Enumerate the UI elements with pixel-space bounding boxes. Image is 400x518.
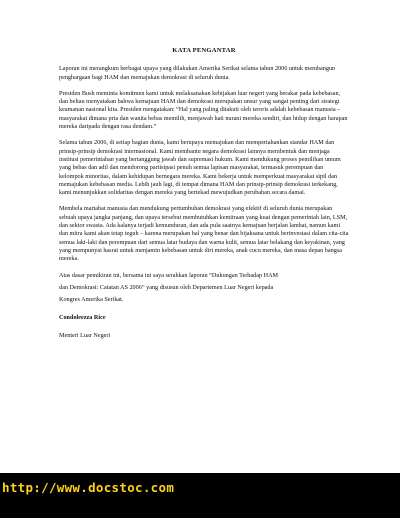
paragraph-5-line-3: Kongres Amerika Serikat. [59,296,124,304]
paragraph-2: Presiden Bush meminta komitmen kami untuk melaksanakan kebijakan luar negeri yang berakar pada kebebasan, dan beliau menyatakan bahwa kemajuan HAM dan demokrasi merupakan unsur yang sangat penting dari strategi keamanan nasional kita. Presiden mengatakan: “Hal yang paling ditakuti oleh teroris adalah kebebasan manusia – masyarakat dimana pria dan wanita bebas memilih, menjawab hati nurani mereka sendiri, dan hidup dengan harapan mereka daripada dengan rasa dendam.” [59,89,348,131]
paragraph-5-line-2: dan Demokrasi: Catatan AS 2006” yang disusun oleh Departemen Luar Negeri kepada [59,283,274,291]
signature-title: Menteri Luar Negeri [59,331,111,339]
document-title: KATA PENGANTAR [172,47,236,54]
paragraph-1: Laporan ini merangkum berbagai upaya yang dilakukan Amerika Serikat selama tahun 2006 untuk membangun penghargaan bagi HAM dan memajukan demokrasi di seluruh dunia. [59,65,336,81]
paragraph-5-line-1: Atas dasar pemikiran ini, bersama ini saya serahkan laporan “Dukungan Terhadap HAM [59,271,279,279]
paragraph-3: Selama tahun 2006, di setiap bagian dunia, kami berupaya memajukan dan mempertahankan standar HAM dan prinsip-prinsip demokrasi internasional. Kami membantu negara demokrasi lainnya membentuk dan menjaga institusi pemerintahan yang bertanggung jawab dan supremasi hukum. Kami mendukung proses pemilihan umum yang bebas dan adil dan mendorong partisipasi penuh semua lapisan masyarakat, termasuk perempuan dan kelompok minoritas, dalam kehidupan bernegara mereka. Kami bekerja untuk memperkuat masyarakat sipil dan memajukan kebebasan media. Lebih jauh lagi, di tempat dimana HAM dan prinsip-prinsip demokrasi terkekang, kami menunjukkan solidaritas dengan mereka yang bertekad mewujudkan perubahan secara damai. [59,139,341,197]
footer-url-link[interactable]: http://www.docstoc.com [2,480,175,495]
signature-name: Condoleezza Rice [59,314,106,322]
document-content [59,47,349,340]
footer-bar [0,473,400,518]
paragraph-4: Membela martabat manusia dan mendukung pertumbuhan demokrasi yang efektif di seluruh dunia merupakan sebuah upaya jangka panjang, dan upaya tersebut membutuhkan kemitraan yang kuat dengan pemerintah lain, LSM, dan sektor swasta. Ada kalanya terjadi kemunduran, dan ada pula saatnya kemajuan berjalan lambat, namun kami dan mitra kami akan tetap teguh – karena merupakan hal yang benar dan bijaksana untuk berinvestasi dalam cita-cita semua laki-laki dan perempuan dari semua latar budaya dan warna kulit, semua latar belakang dan keyakinan, yang yang mempunyai hasrat untuk menjamin kebebasan untuk diri mereka, anak cucu mereka, dan masa depan bangsa mereka. [59,205,349,263]
